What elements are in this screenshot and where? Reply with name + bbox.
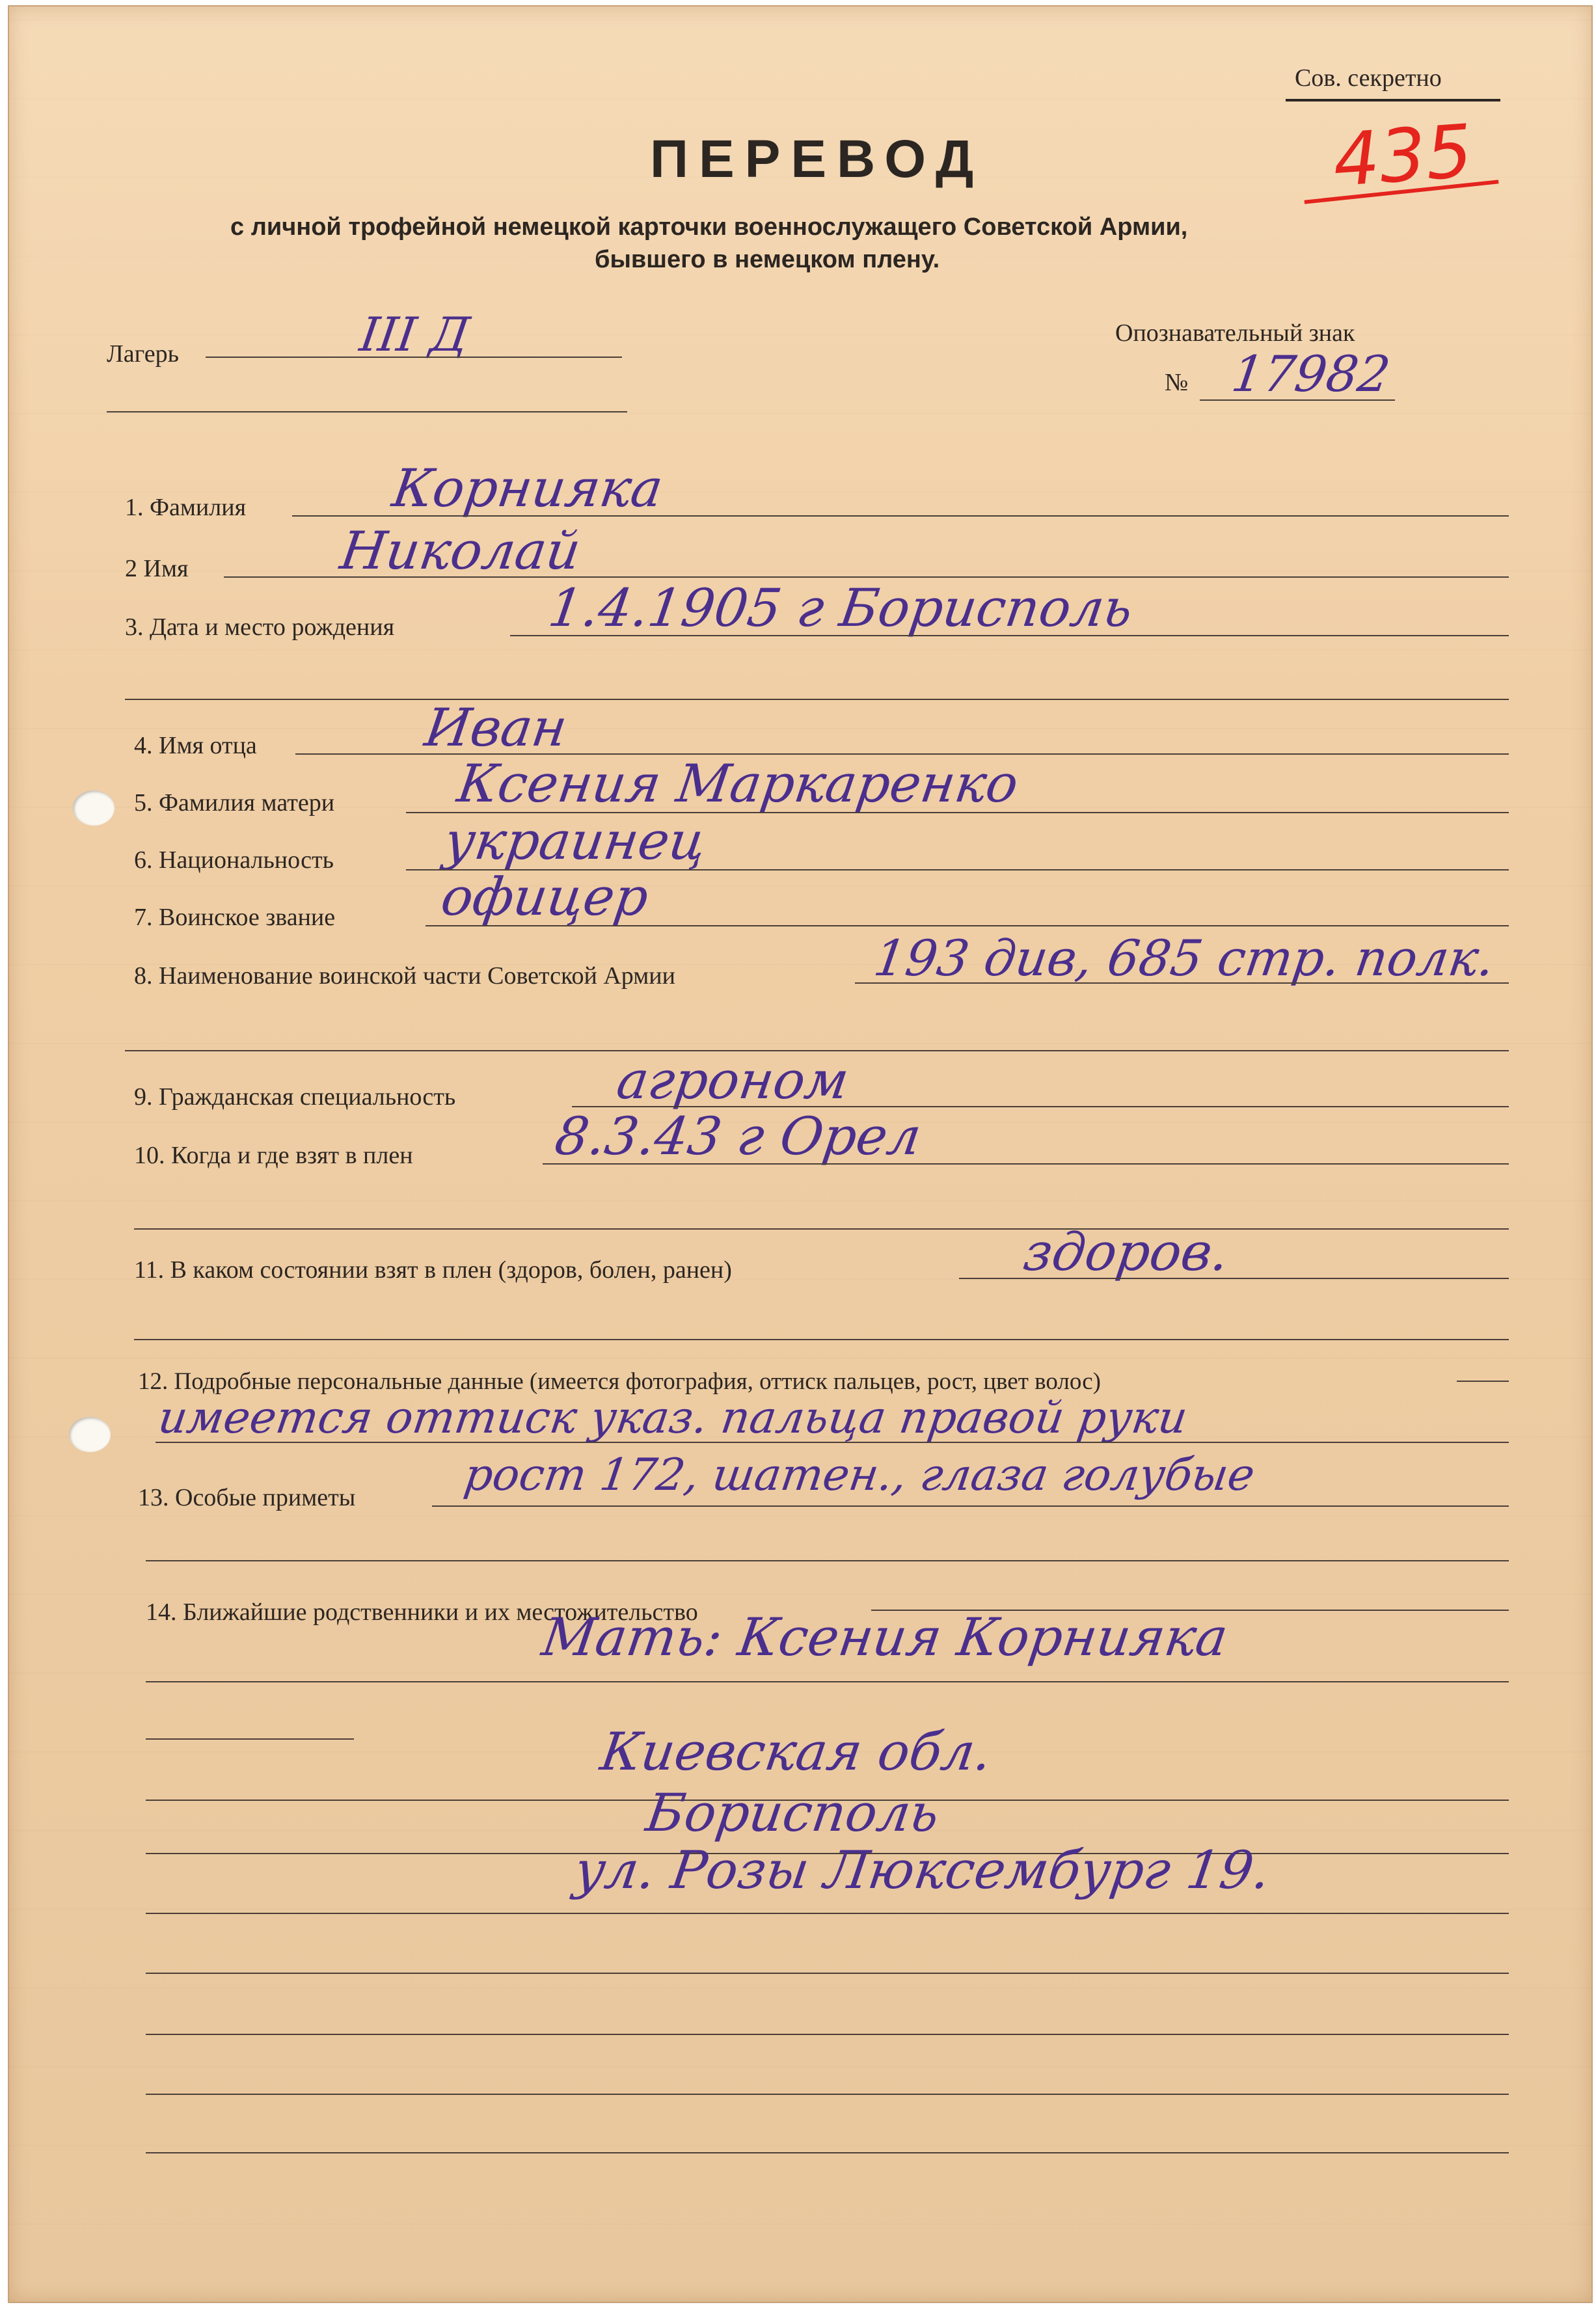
- camp-label: Лагерь: [107, 340, 179, 368]
- condition-extra-line: [134, 1339, 1509, 1340]
- camp-line: [206, 357, 622, 358]
- id-number-value: 17982: [1228, 345, 1394, 403]
- relatives-line-9: [146, 2094, 1509, 2095]
- personal-data-line: [1457, 1381, 1509, 1382]
- relatives-label: 14. Ближайшие родственники и их местожительство: [146, 1599, 698, 1626]
- relatives-line-7: [146, 1973, 1509, 1974]
- mother-surname-value: Ксения Маркаренко: [453, 753, 1022, 814]
- profession-value: агроном: [613, 1050, 853, 1111]
- subtitle-line1: с личной трофейной немецкой карточки военнослужащего Советской Армии,: [230, 213, 1188, 241]
- surname-value: Корнияка: [388, 458, 667, 519]
- id-number-line: [1200, 399, 1395, 401]
- condition-label: 11. В каком состоянии взят в плен (здоров, болен, ранен): [134, 1256, 732, 1284]
- father-name-value: Иван: [421, 697, 571, 758]
- capture-label: 10. Когда и где взят в плен: [134, 1142, 413, 1169]
- special-marks-line: [432, 1505, 1509, 1507]
- birth-extra-line: [125, 699, 1509, 700]
- condition-line: [959, 1278, 1509, 1279]
- first-name-label: 2 Имя: [125, 555, 189, 582]
- secrecy-underline: [1286, 99, 1500, 101]
- condition-value: здоров.: [1020, 1222, 1233, 1282]
- relatives-value-line4: ул. Розы Люксембург 19.: [571, 1840, 1274, 1900]
- unit-value: 193 див, 685 стр. полк.: [870, 929, 1498, 987]
- relatives-line-10: [146, 2152, 1509, 2153]
- nationality-value: украинец: [440, 811, 710, 871]
- personal-data-value: имеется оттиск указ. пальца правой руки: [155, 1392, 1191, 1444]
- personal-data-extra-line: [156, 1442, 1509, 1443]
- special-marks-extra-line: [146, 1560, 1509, 1561]
- punch-hole-bottom: [69, 1417, 111, 1452]
- page-title: ПЕРЕВОД: [650, 129, 984, 189]
- id-tag-label: Опознавательный знак: [1115, 319, 1355, 347]
- id-number-label: №: [1165, 369, 1189, 396]
- subtitle-line2: бывшего в немецком плену.: [595, 246, 940, 273]
- relatives-value-line2: Киевская обл.: [597, 1721, 995, 1782]
- archive-number: 435: [1330, 109, 1476, 204]
- special-marks-value: рост 172, шатен., глаза голубые: [461, 1450, 1258, 1501]
- birth-line: [510, 635, 1509, 636]
- relatives-value-line1: Мать: Ксения Корнияка: [538, 1607, 1232, 1667]
- relatives-line-6: [146, 1913, 1509, 1914]
- personal-data-label: 12. Подробные персональные данные (имеется фотография, оттиск пальцев, рост, цвет волос): [138, 1368, 1101, 1395]
- father-name-label: 4. Имя отца: [134, 732, 257, 759]
- punch-hole-top: [73, 790, 115, 826]
- camp-extra-line: [107, 411, 627, 412]
- relatives-line-8: [146, 2034, 1509, 2035]
- surname-line: [292, 515, 1509, 517]
- capture-extra-line: [134, 1228, 1509, 1230]
- surname-label: 1. Фамилия: [125, 494, 247, 521]
- special-marks-label: 13. Особые приметы: [138, 1484, 356, 1511]
- first-name-value: Николай: [336, 520, 584, 581]
- birth-label: 3. Дата и место рождения: [125, 614, 395, 641]
- capture-line: [543, 1163, 1509, 1165]
- mother-surname-label: 5. Фамилия матери: [134, 789, 335, 816]
- relatives-line-3: [146, 1738, 354, 1740]
- rank-line: [426, 925, 1509, 926]
- relatives-line-2: [146, 1681, 1509, 1682]
- capture-value: 8.3.43 г Орел: [551, 1106, 925, 1167]
- nationality-label: 6. Национальность: [134, 846, 334, 874]
- rank-value: офицер: [437, 867, 653, 927]
- rank-label: 7. Воинское звание: [134, 904, 336, 931]
- secrecy-mark: Сов. секретно: [1295, 64, 1442, 92]
- relatives-value-line3: Борисполь: [642, 1783, 943, 1843]
- unit-label: 8. Наименование воинской части Советской Армии: [134, 962, 675, 990]
- unit-line: [855, 982, 1509, 984]
- form-sheet: [9, 7, 1591, 2302]
- camp-value: III Д: [357, 307, 473, 362]
- birth-value: 1.4.1905 г Борисполь: [545, 578, 1137, 638]
- profession-label: 9. Гражданская специальность: [134, 1083, 456, 1111]
